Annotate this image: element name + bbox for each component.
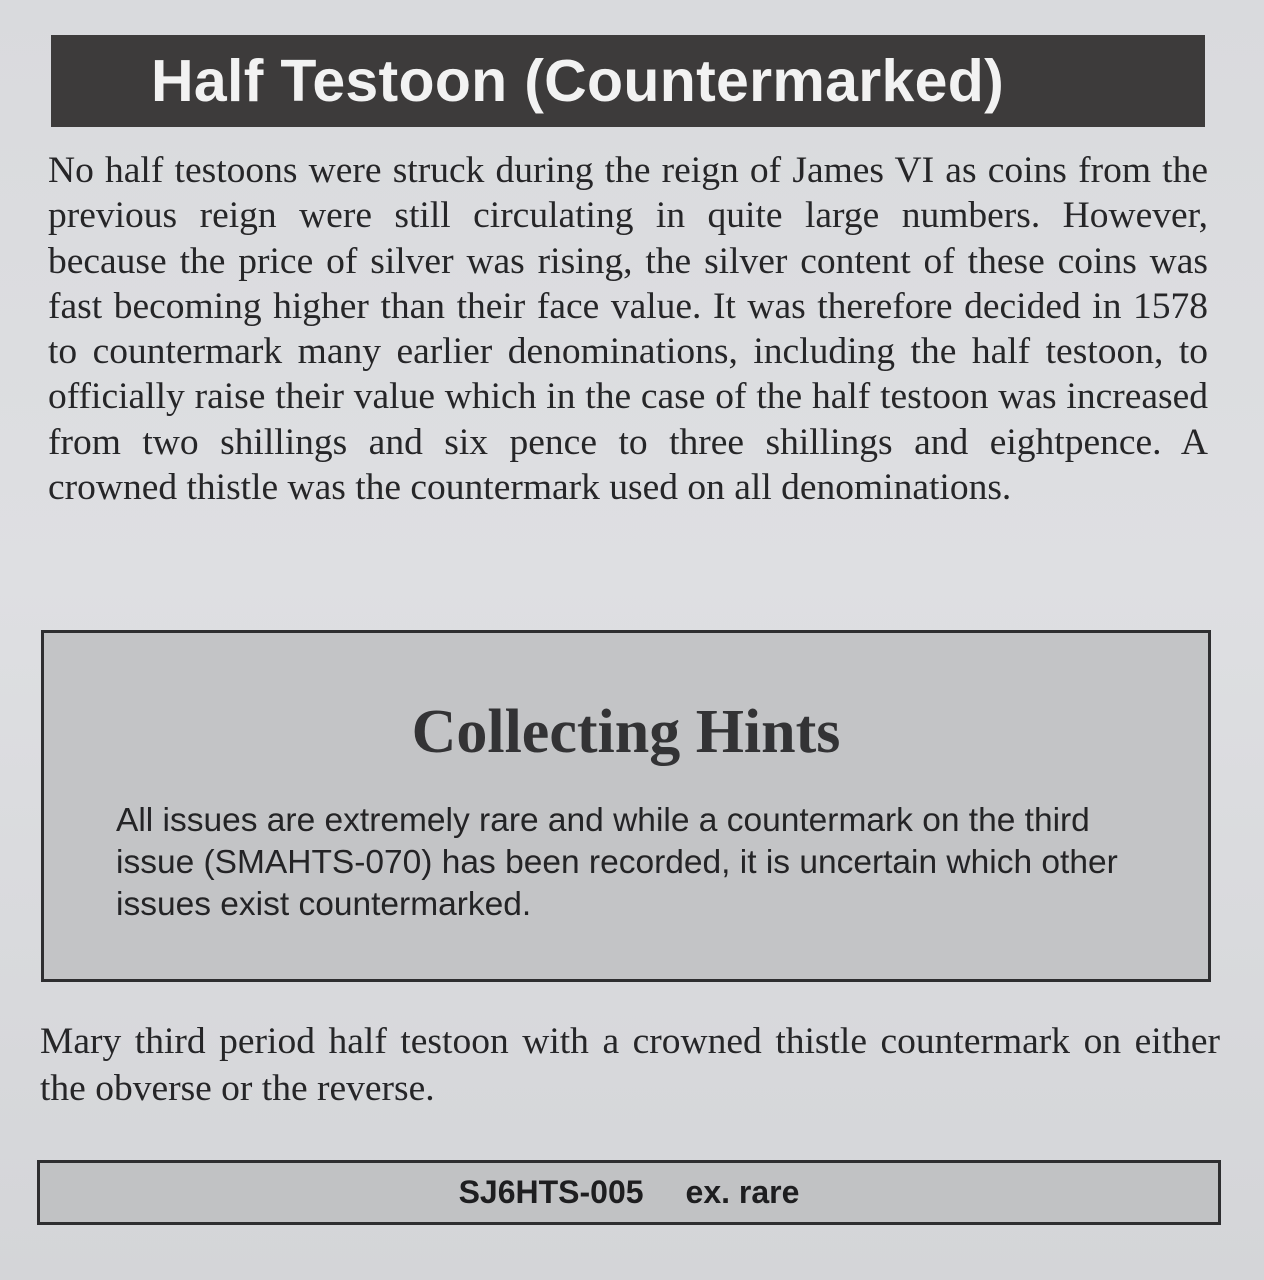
rarity-label: ex. rare bbox=[685, 1174, 800, 1210]
section-title-bar bbox=[51, 35, 1205, 127]
intro-paragraph: No half testoons were struck during the reign of James VI as coins from the previous reign were still circulating in quite large numbers. However, because the price of silver was rising, the silver content of these coins was fast becoming higher than their face value. It was therefore decided in 1578 to countermark many earlier denominations, including the half testoon, to officially raise their value which in the case of the half testoon was increased from two shillings and six pence to three shillings and eightpence. A crowned thistle was the countermark used on all denominations. bbox=[48, 150, 1208, 509]
reference-bar bbox=[37, 1160, 1221, 1225]
reference-code: SJ6HTS-005 bbox=[458, 1174, 644, 1210]
collecting-hints-box bbox=[41, 630, 1211, 982]
collecting-hints-title: Collecting Hints bbox=[411, 698, 841, 766]
collecting-hints-text: All issues are extremely rare and while a countermark on the third issue (SMAHTS-070) has been recorded, it is uncertain which other issues exist countermarked. bbox=[116, 802, 1118, 923]
section-title: Half Testoon (Countermarked) bbox=[151, 48, 1005, 114]
coin-caption: Mary third period half testoon with a crowned thistle countermark on either the obverse or the reverse. bbox=[40, 1021, 1220, 1109]
